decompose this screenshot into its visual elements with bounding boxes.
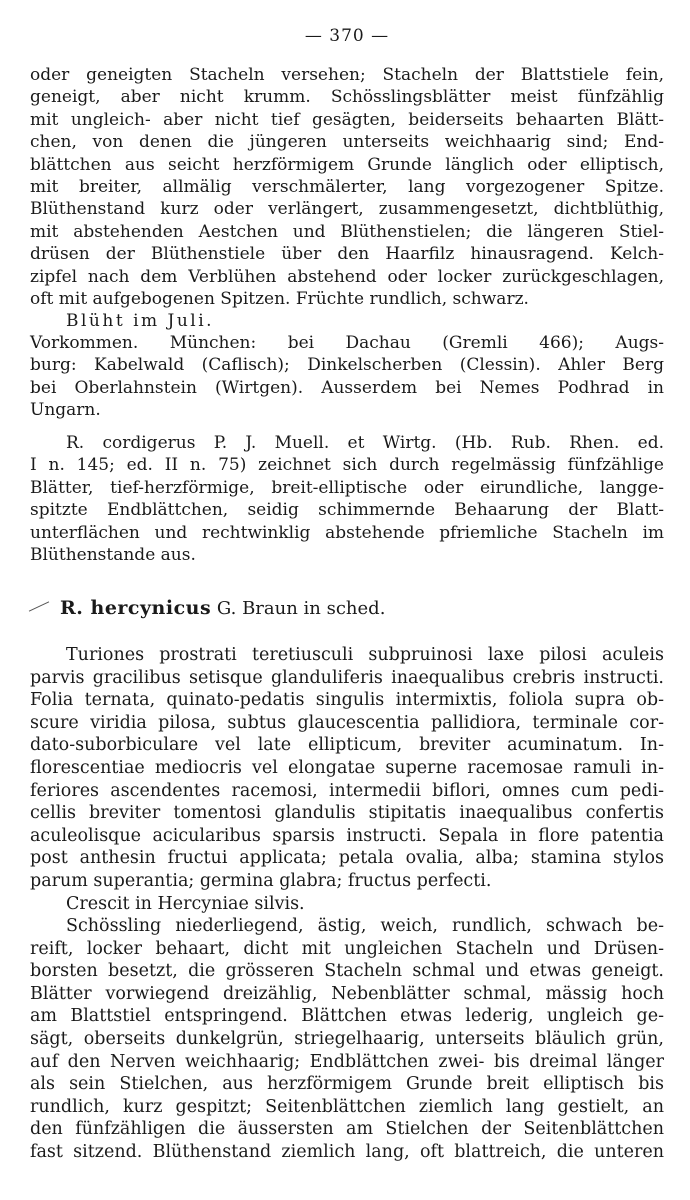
text-line: Turiones prostrati teretiusculi subpruinosi laxe pilosi aculeis (66, 645, 664, 665)
text-line: Vorkommen. München: bei Dachau (Gremli 466); Augs- (30, 333, 664, 353)
text-line: Schössling niederliegend, ästig, weich, rundlich, schwach be- (66, 916, 664, 936)
text-line: parum superantia; germina glabra; fructus perfecti. (30, 870, 492, 891)
text-line: florescentiae mediocris vel elongatae superne racemosae ramuli in- (30, 757, 664, 778)
text-line: den fünfzähligen die äussersten am Stielchen der Seitenblättchen (30, 1119, 664, 1140)
paragraph-occurrence (30, 332, 664, 422)
text-line: bei Oberlahnstein (Wirtgen). Ausserdem bei Nemes Podhrad in (30, 377, 664, 398)
margin-pencil-mark (29, 601, 49, 611)
text-line: oder geneigten Stacheln versehen; Stacheln der Blattstiele fein, (30, 65, 664, 85)
text-line: parvis gracilibus setisque glanduliferis inaequalibus crebris instructi. (30, 667, 664, 688)
text-line: mit breiter, allmälig verschmälerter, lang vorgezogener Spitze. (30, 177, 664, 198)
text-line: reift, locker behaart, dicht mit ungleichen Stacheln und Drüsen- (30, 938, 664, 959)
text-line: spitzte Endblättchen, seidig schimmernde Behaarung der Blatt- (30, 500, 664, 521)
text-line: blättchen aus seicht herzförmigem Grunde länglich oder elliptisch, (30, 154, 664, 175)
species-author: G. Braun in sched. (216, 598, 386, 619)
text-line: R. cordigerus P. J. Muell. et Wirtg. (Hb. Rub. Rhen. ed. (66, 433, 664, 453)
text-line: sägt, oberseits dunkelgrün, striegelhaarig, unterseits bläulich grün, (30, 1028, 664, 1049)
text-line: post anthesin fructui applicata; petala ovalia, alba; stamina stylos (30, 848, 664, 869)
paragraph-description (30, 64, 664, 333)
text-line: mit abstehenden Aestchen und Blüthenstielen; die längeren Stiel- (30, 221, 664, 242)
page-number: — 370 — (304, 26, 390, 46)
book-page (30, 0, 664, 1200)
text-line: rundlich, kurz gespitzt; Seitenblättchen ziemlich lang gestielt, an (30, 1096, 664, 1117)
text-line: am Blattstiel entspringend. Blättchen etwas lederig, ungleich ge- (30, 1006, 664, 1027)
habitat-line: Crescit in Hercyniae silvis. (66, 893, 305, 914)
text-line: borsten besetzt, die grösseren Stacheln schmal und etwas geneigt. (30, 961, 664, 982)
text-line: feriores ascendentes racemosi, intermedii biflori, omnes cum pedi- (30, 780, 664, 801)
text-line: unterflächen und rechtwinklig abstehende pfriemliche Stacheln im (30, 522, 664, 543)
text-line: scure viridia pilosa, subtus glaucescentia pallidiora, terminale cor- (30, 712, 664, 733)
flowering-time: Blüht im Juli. (66, 311, 215, 332)
text-line: aculeolisque acicularibus sparsis instructi. Sepala in flore patentia (30, 825, 664, 846)
german-description (30, 915, 664, 1164)
text-line: mit ungleich- aber nicht tief gesägten, beiderseits behaarten Blätt- (30, 109, 664, 130)
text-line: oft mit aufgebogenen Spitzen. Früchte rundlich, schwarz. (30, 289, 529, 310)
text-line: Blätter, tief-herzförmige, breit-elliptische oder eirundliche, langge- (30, 477, 664, 498)
text-line: dato-suborbiculare vel late ellipticum, breviter acuminatum. In- (30, 735, 664, 756)
text-line: drüsen der Blüthenstiele über den Haarfilz hinausragend. Kelch- (30, 244, 664, 265)
text-line: Blüthenstande aus. (30, 545, 196, 566)
text-line: burg: Kabelwald (Caflisch); Dinkelscherben (Clessin). Ahler Berg (30, 355, 664, 376)
text-line: chen, von denen die jüngeren unterseits weichhaarig sind; End- (30, 132, 664, 153)
text-line: auf den Nerven weichhaarig; Endblättchen zwei- bis dreimal länger (30, 1051, 664, 1072)
species-heading (60, 596, 664, 621)
text-line: Blätter vorwiegend dreizählig, Nebenblätter schmal, mässig hoch (30, 983, 664, 1004)
text-line: zipfel nach dem Verblühen abstehend oder locker zurückgeschlagen, (30, 266, 664, 287)
text-line: als sein Stielchen, aus herzförmigem Grunde breit elliptisch bis (30, 1074, 664, 1095)
text-line: I n. 145; ed. II n. 75) zeichnet sich durch regelmässig fünfzählige (30, 455, 664, 476)
text-line: geneigt, aber nicht krumm. Schösslingsblätter meist fünfzählig (30, 87, 664, 108)
text-line: fast sitzend. Blüthenstand ziemlich lang, oft blattreich, die unteren (30, 1141, 664, 1162)
text-line: Folia ternata, quinato-pedatis singulis intermixtis, foliola supra ob- (30, 690, 664, 711)
text-line: Blüthenstand kurz oder verlängert, zusammengesetzt, dichtblüthig, (30, 199, 664, 220)
paragraph-cordigerus (30, 432, 664, 566)
species-name: R. hercynicus (60, 597, 212, 619)
text-line: cellis breviter tomentosi glandulis stipitatis inaequalibus confertis (30, 803, 664, 824)
latin-diagnosis (30, 644, 664, 915)
text-line: Ungarn. (30, 400, 101, 421)
